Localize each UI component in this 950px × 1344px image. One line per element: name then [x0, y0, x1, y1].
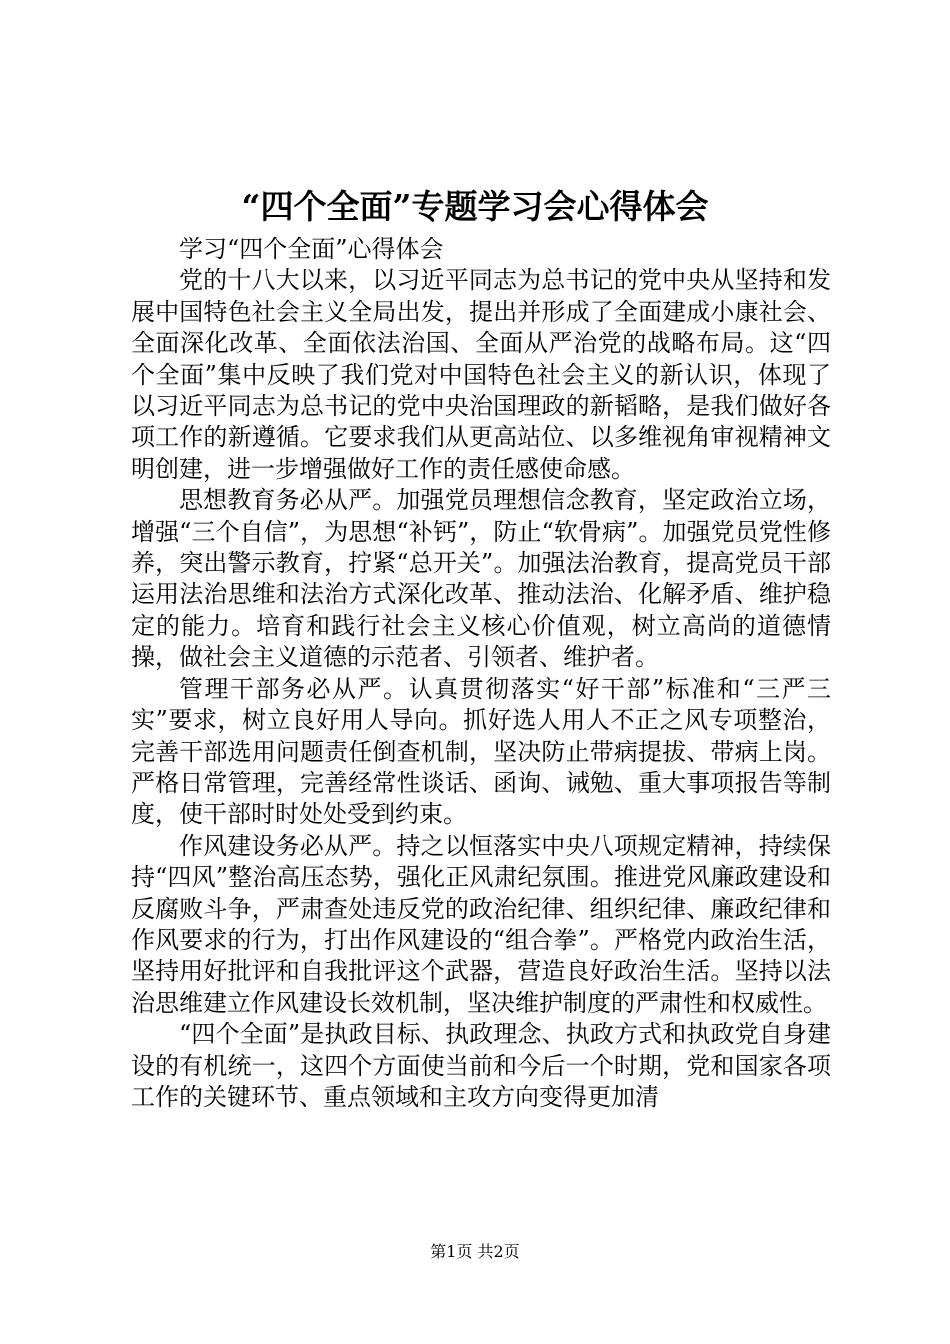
- body-paragraph: 管理干部务必从严。认真贯彻落实“好干部”标准和“三严三实”要求，树立良好用人导向。抓好选人用人不正之风专项整治，完善干部选用问题责任倒查机制，坚决防止带病提拔、带病上岗。严格日常管理，完善经常性谈话、函询、诫勉、重大事项报告等制度，使干部时时处处受到约束。: [131, 674, 831, 829]
- body-paragraph: “四个全面”是执政目标、执政理念、执政方式和执政党自身建设的有机统一，这四个方面使当前和今后一个时期，党和国家各项工作的关键环节、重点领域和主攻方向变得更加清: [131, 1020, 831, 1111]
- page-number-footer: 第1页 共2页: [430, 1242, 520, 1261]
- document-title: “四个全面”专题学习会心得体会: [241, 187, 709, 226]
- document-body: [131, 234, 831, 1113]
- body-paragraph: 作风建设务必从严。持之以恒落实中央八项规定精神，持续保持“四风”整治高压态势，强化正风肃纪氛围。推进党风廉政建设和反腐败斗争，严肃查处违反党的政治纪律、组织纪律、廉政纪律和作风要求的行为，打出作风建设的“组合拳”。严格党内政治生活，坚持用好批评和自我批评这个武器，营造良好政治生活。坚持以法治思维建立作风建设长效机制，坚决维护制度的严肃性和权威性。: [131, 831, 831, 1017]
- body-paragraph: 党的十八大以来，以习近平同志为总书记的党中央从坚持和发展中国特色社会主义全局出发，提出并形成了全面建成小康社会、全面深化改革、全面依法治国、全面从严治党的战略布局。这“四个全面”集中反映了我们党对中国特色社会主义的新认识，体现了以习近平同志为总书记的党中央治国理政的新韬略，是我们做好各项工作的新遵循。它要求我们从更高站位、以多维视角审视精神文明创建，进一步增强做好工作的责任感使命感。: [131, 266, 831, 483]
- body-paragraph: 思想教育务必从严。加强党员理想信念教育，坚定政治立场，增强“三个自信”，为思想“补钙”，防止“软骨病”。加强党员党性修养，突出警示教育，拧紧“总开关”。加强法治教育，提高党员干部运用法治思维和法治方式深化改革、推动法治、化解矛盾、维护稳定的能力。培育和践行社会主义核心价值观，树立高尚的道德情操，做社会主义道德的示范者、引领者、维护者。: [131, 486, 831, 672]
- body-paragraph-subtitle: 学习“四个全面”心得体会: [179, 235, 444, 263]
